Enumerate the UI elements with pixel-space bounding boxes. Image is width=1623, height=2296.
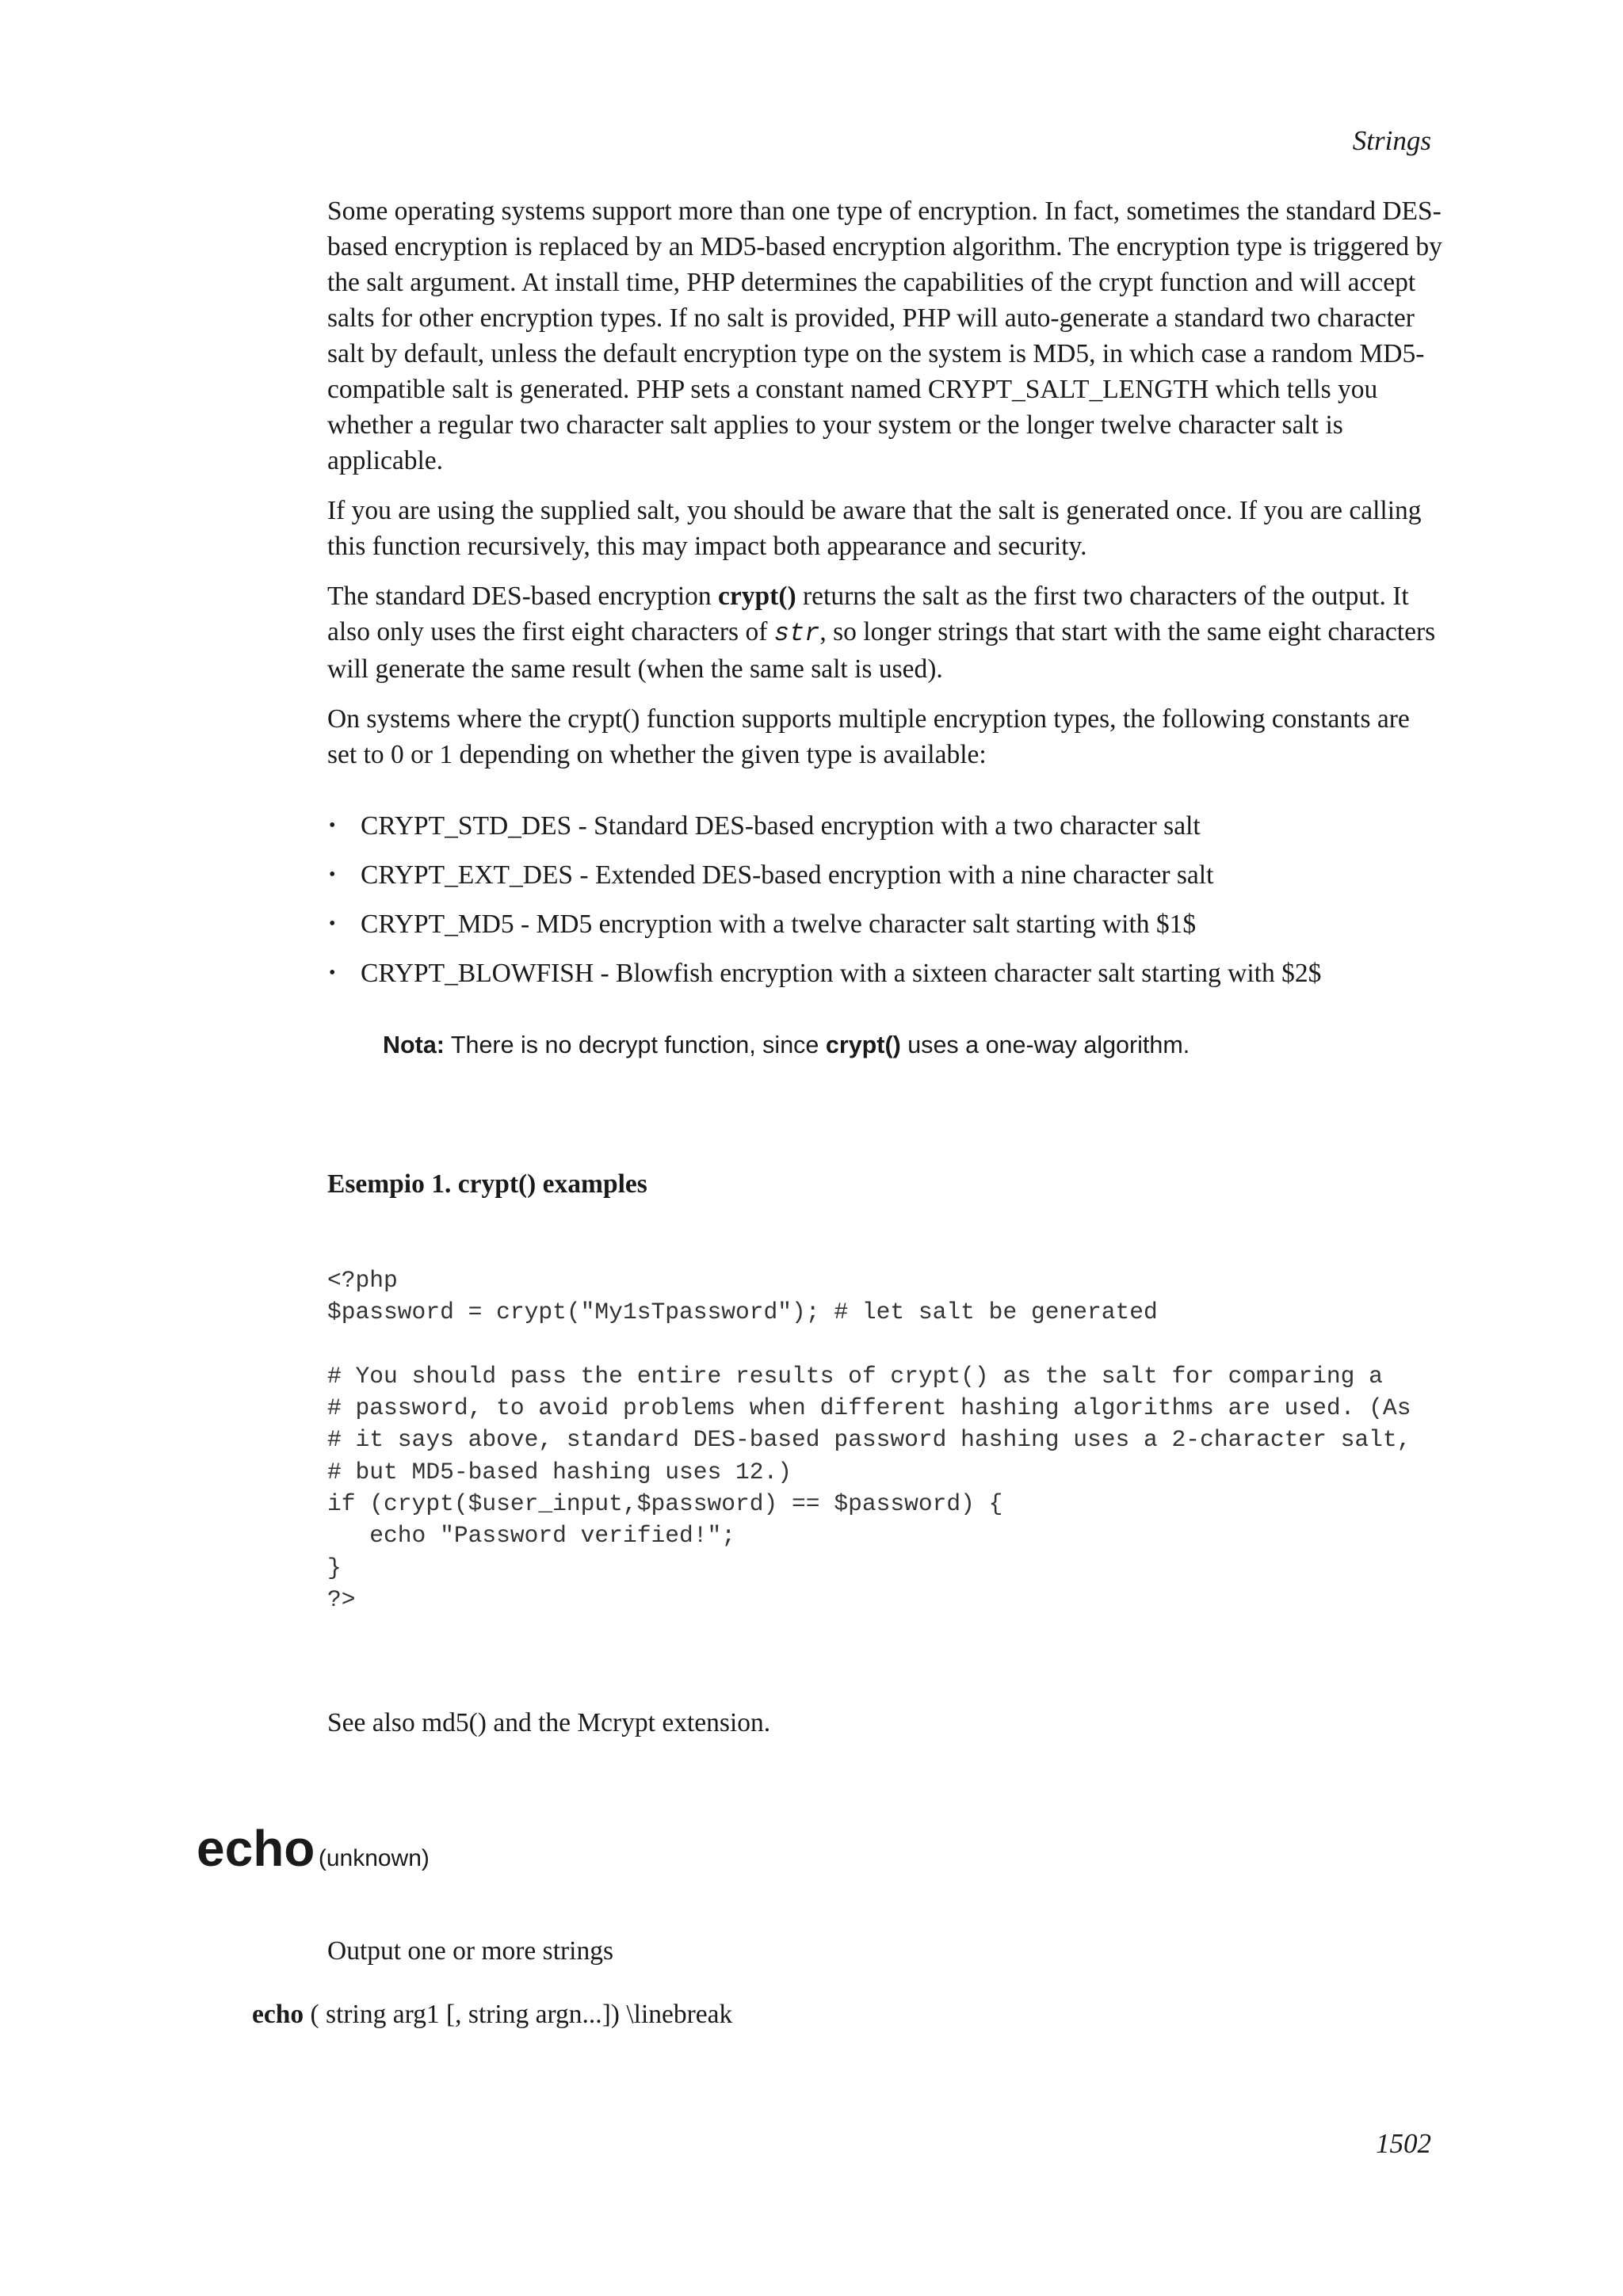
list-item-text: CRYPT_BLOWFISH - Blowfish encryption with a sixteen character salt starting with $2$	[361, 959, 1322, 988]
list-item-text: CRYPT_MD5 - MD5 encryption with a twelve character salt starting with $1$	[361, 910, 1197, 939]
list-item-text: CRYPT_STD_DES - Standard DES-based encryption with a two character salt	[361, 811, 1201, 841]
paragraph-des-behavior	[327, 578, 1445, 687]
bullet-icon: •	[329, 913, 336, 934]
function-heading	[197, 1819, 430, 1878]
list-item	[327, 808, 1445, 857]
constants-list	[327, 808, 1445, 1005]
function-purpose: Output one or more strings	[327, 1936, 614, 1966]
text-segment: returns the salt as the first two characters of the output. It also only uses the first eight characters of	[327, 582, 1409, 646]
paragraph-encryption-types: Some operating systems support more than one type of encryption. In fact, sometimes the standard DES-based encryption is replaced by an MD5-based encryption algorithm. The encryption type is triggered by the salt argument. At install time, PHP determines the capabilities of the crypt function and will accept salts for other encryption types. If no salt is provided, PHP will auto-generate a standard two character salt by default, unless the default encryption type on the system is MD5, in which case a random MD5-compatible salt is generated. PHP sets a constant named CRYPT_SALT_LENGTH which tells you whether a regular two character salt applies to your system or the longer twelve character salt is applicable.	[327, 196, 1442, 475]
parameter-name: str	[773, 619, 820, 648]
running-header: Strings	[1352, 125, 1431, 156]
see-also: See also md5() and the Mcrypt extension.	[327, 1708, 771, 1737]
list-item	[327, 857, 1445, 906]
bullet-icon: •	[329, 864, 336, 885]
bullet-icon: •	[329, 815, 336, 836]
note-box	[383, 1032, 1190, 1059]
text-segment: , so longer strings that start with the same eight characters will generate the same result (when the same salt is used).	[327, 617, 1436, 684]
note-function-name: crypt()	[825, 1032, 901, 1058]
example-title: Esempio 1. crypt() examples	[327, 1169, 647, 1199]
function-title: echo	[197, 1820, 315, 1877]
crypt-description	[327, 193, 1445, 787]
list-item-text: CRYPT_EXT_DES - Extended DES-based encryption with a nine character salt	[361, 860, 1214, 890]
synopsis-function-name: echo	[252, 2000, 304, 2029]
function-version: (unknown)	[318, 1845, 430, 1871]
paragraph-supplied-salt: If you are using the supplied salt, you should be aware that the salt is generated once. If you are calling this function recursively, this may impact both appearance and security.	[327, 496, 1422, 561]
list-item	[327, 955, 1445, 1005]
text-segment: The standard DES-based encryption	[327, 582, 719, 611]
note-label: Nota:	[383, 1032, 445, 1058]
function-synopsis	[252, 2000, 732, 2030]
note-text: There is no decrypt function, since	[444, 1032, 826, 1058]
note-text: uses a one-way algorithm.	[900, 1032, 1190, 1058]
function-name-bold: crypt()	[718, 582, 796, 611]
bullet-icon: •	[329, 963, 336, 983]
page-number: 1502	[1376, 2128, 1431, 2159]
code-example: <?php $password = crypt("My1sTpassword"); # let salt be generated # You should pass the entire results of crypt() as the salt for comparing a # password, to avoid problems when different hashing algorithms are used. (As # it says above, standard DES-based password hashing uses a 2-character salt, # but MD5-based hashing uses 12.) if (crypt($user_input,$password) == $password) { echo "Password verified!"; } ?>	[327, 1267, 1411, 1613]
paragraph-constants-intro: On systems where the crypt() function supports multiple encryption types, the following constants are set to 0 or 1 depending on whether the given type is available:	[327, 704, 1410, 769]
synopsis-signature: ( string arg1 [, string argn...]) \linebreak	[304, 2000, 733, 2029]
list-item	[327, 906, 1445, 955]
